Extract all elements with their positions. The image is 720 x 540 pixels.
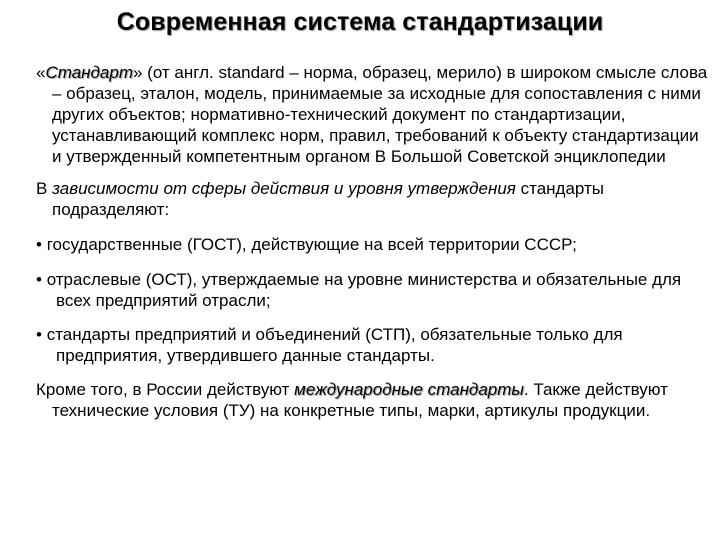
definition-text: » (от англ. standard – норма, образец, мерило) в широком смысле слова – образец, эталон, модель, принимаемые за исходные для сопоставления с ними других объектов; нормативно-технический документ по стандартизации, устанавливающий комплекс норм, правил, требований к объекту стандартизации и утвержденный компетентным органом В Большой Советской энциклопедии <box>52 63 708 166</box>
classification-rest: стандарты подразделяют: <box>52 179 604 219</box>
bullet-item-ost <box>36 269 712 311</box>
bullet-text: стандарты предприятий и объединений (СТП), обязательные только для предприятия, утвердившего данные стандарты. <box>46 325 623 365</box>
classification-lead: В <box>36 179 53 198</box>
bullet-marker: • <box>36 235 42 254</box>
bullet-item-stp <box>36 324 712 366</box>
bullet-item-gost <box>36 234 712 255</box>
closing-lead: Кроме того, в России действуют <box>36 380 295 399</box>
classification-emphasis: зависимости от сферы действия и уровня утверждения <box>52 179 516 198</box>
bullet-marker: • <box>36 270 42 289</box>
closing-paragraph <box>36 379 712 421</box>
definition-paragraph <box>36 62 712 167</box>
classification-paragraph <box>36 178 712 220</box>
closing-emphasis: международные стандарты <box>294 380 524 399</box>
closing-rest: . Также действуют технические условия (ТУ) на конкретные типы, марки, артикулы продукции. <box>52 380 668 420</box>
open-quote: « <box>36 63 46 82</box>
bullet-text: государственные (ГОСТ), действующие на всей территории СССР; <box>46 235 577 254</box>
bullet-text: отраслевые (ОСТ), утверждаемые на уровне министерства и обязательные для всех предприятий отрасли; <box>46 270 682 310</box>
slide-title: Современная система стандартизации <box>116 8 604 36</box>
slide-body <box>36 62 712 433</box>
bullet-marker: • <box>36 325 42 344</box>
term-standard: Стандарт <box>45 63 133 82</box>
